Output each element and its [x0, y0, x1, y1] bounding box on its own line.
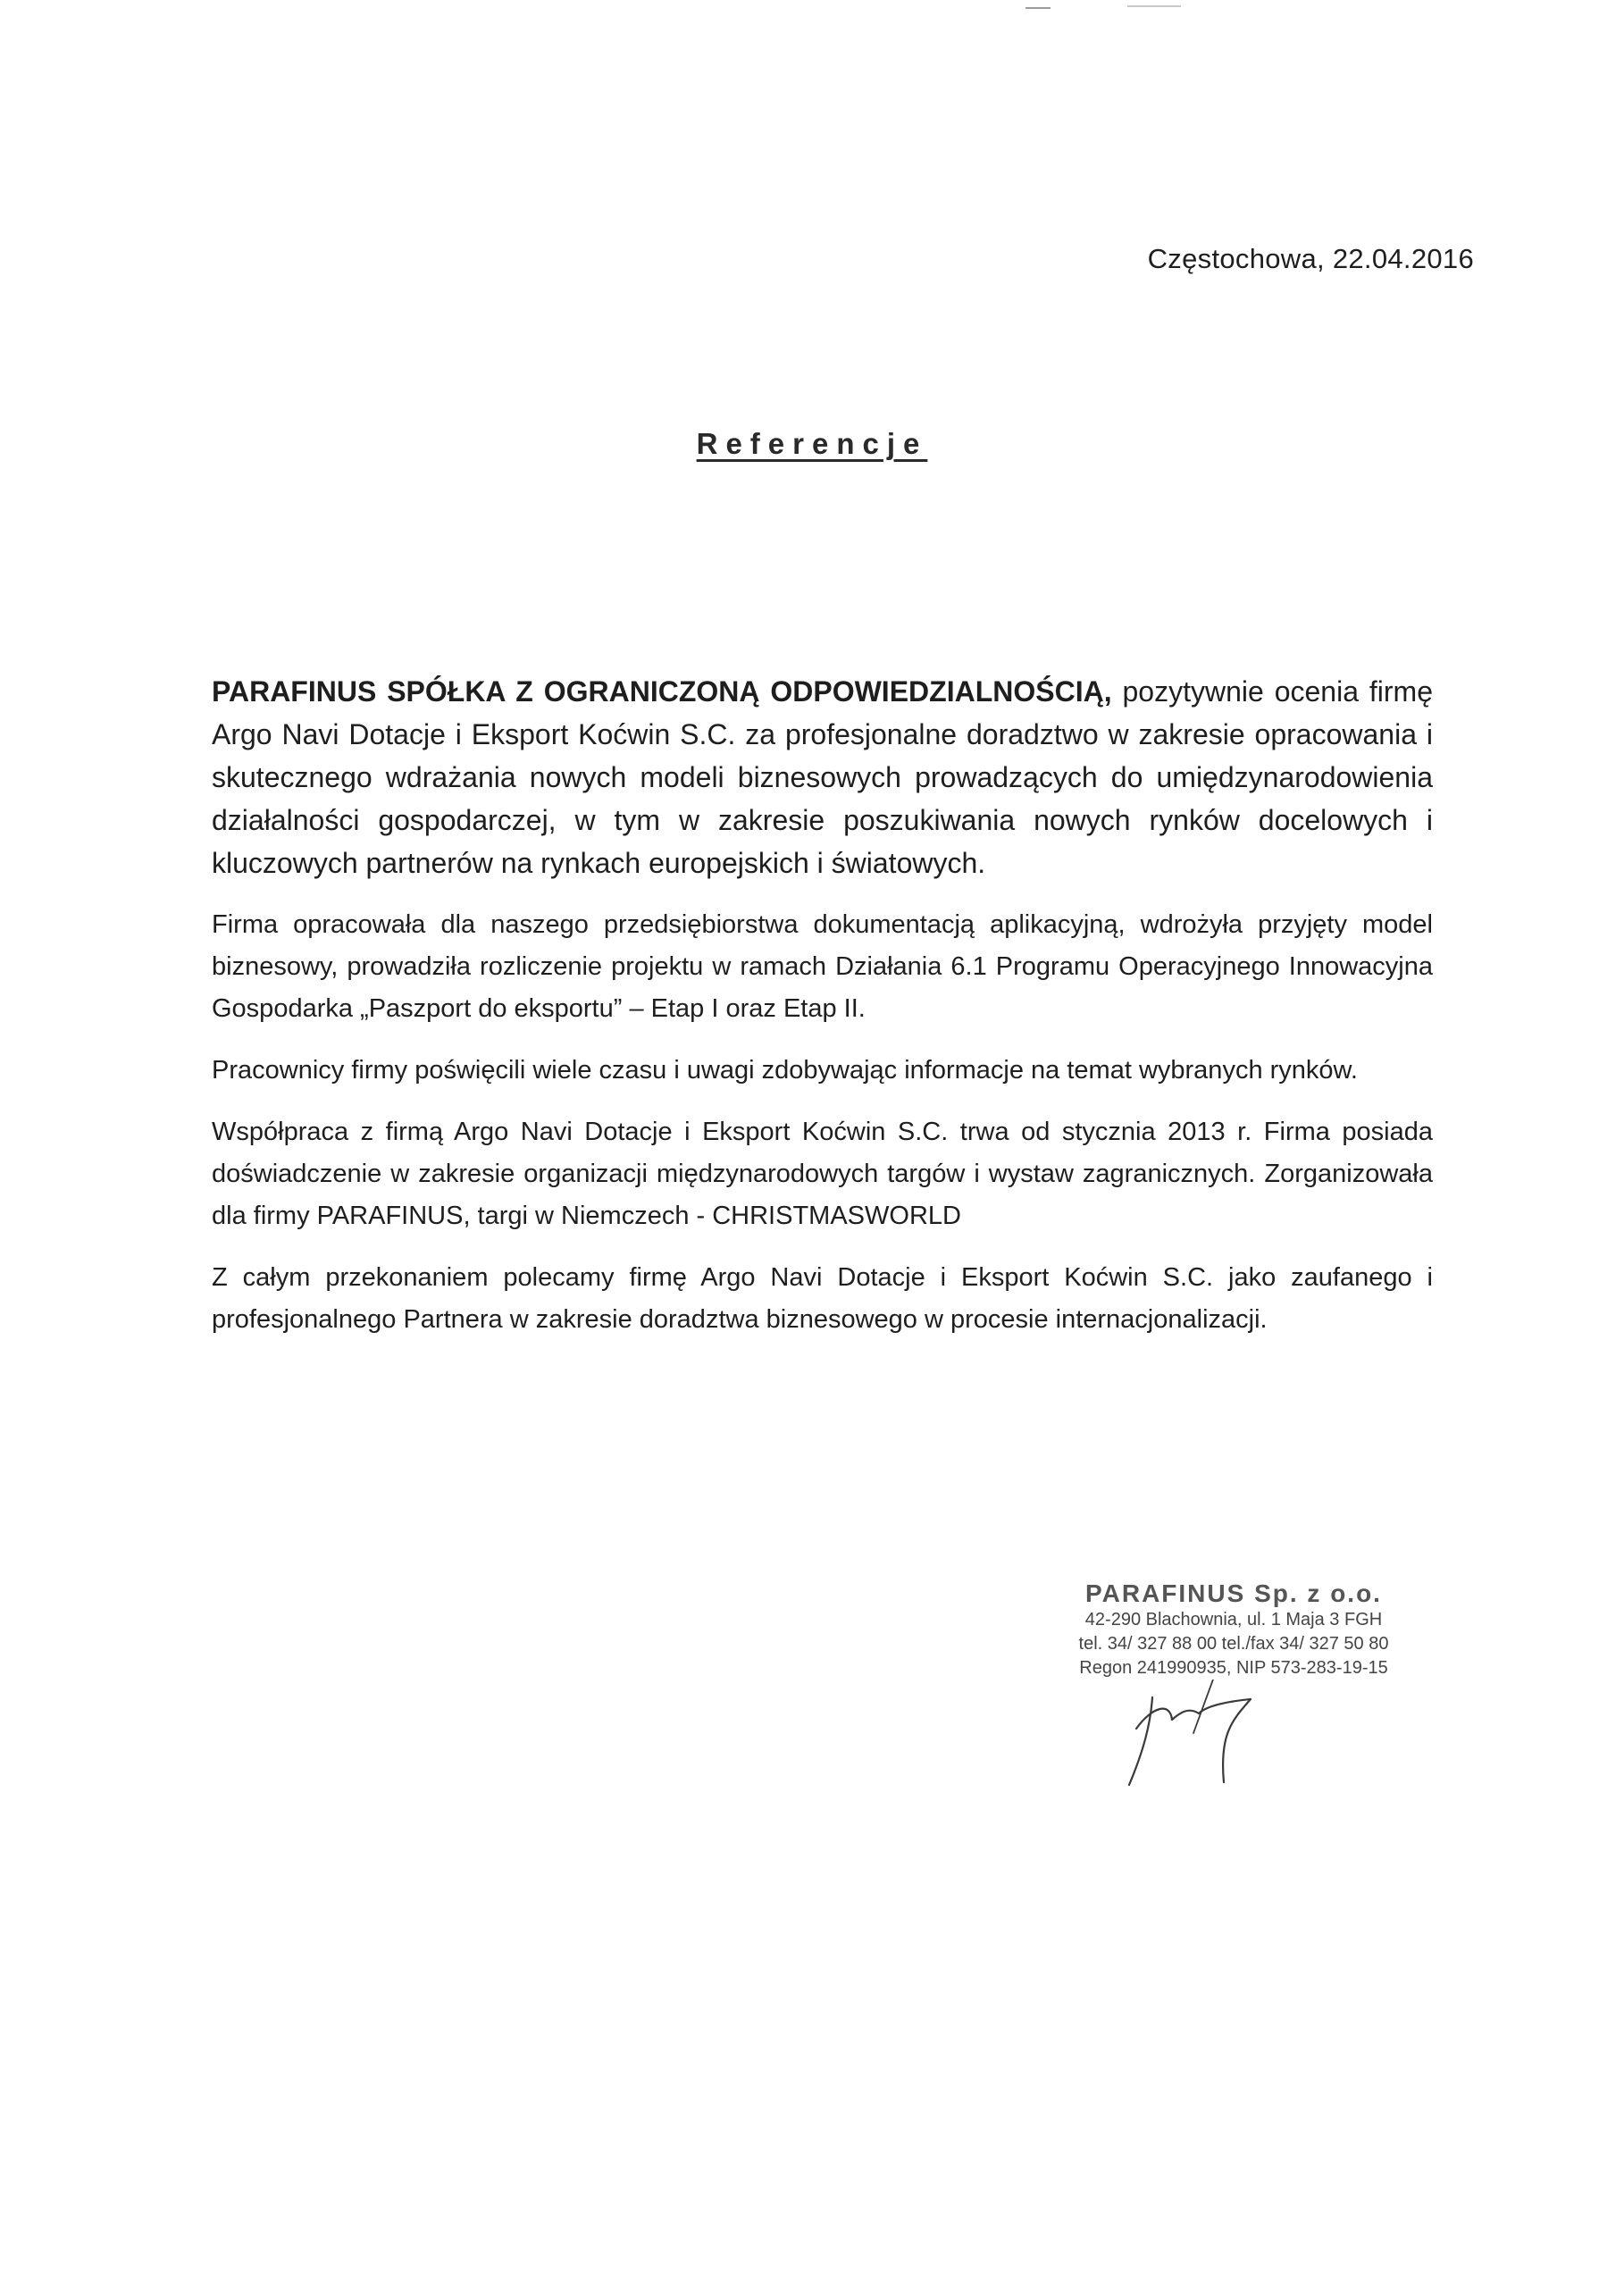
paragraph-4: Współpraca z firmą Argo Navi Dotacje i Eksport Koćwin S.C. trwa od stycznia 2013 r. Firma posiada doświadczenie w zakresie organizacji międzynarodowych targów i wystaw zagranicznych. Zorganizowała dla firmy PARAFINUS, targi w Niemczech - CHRISTMASWORLD	[212, 1118, 1433, 1230]
paragraph-3: Pracownicy firmy poświęcili wiele czasu i uwagi zdobywając informacje na temat wybranych rynków.	[212, 1056, 1358, 1085]
paragraph-5: Z całym przekonaniem polecamy firmę Argo Navi Dotacje i Eksport Koćwin S.C. jako zaufanego i profesjonalnego Partnera w zakresie doradztwa biznesowego w procesie internacjonalizacji.	[212, 1263, 1433, 1334]
stamp-phone: tel. 34/ 327 88 00 tel./fax 34/ 327 50 80	[1078, 1634, 1389, 1654]
stamp-registration: Regon 241990935, NIP 573-283-19-15	[1079, 1658, 1388, 1678]
scan-noise	[0, 0, 1624, 27]
paragraph-2: Firma opracowała dla naszego przedsiębiorstwa dokumentacją aplikacyjną, wdrożyła przyjęty model biznesowy, prowadziła rozliczenie projektu w ramach Działania 6.1 Programu Operacyjnego Innowacyjna Gospodarka „Paszport do eksportu” – Etap I oraz Etap II.	[212, 910, 1433, 1023]
paragraph-1	[212, 670, 1433, 884]
handwritten-signature	[1117, 1680, 1277, 1814]
place-date: Częstochowa, 22.04.2016	[1147, 243, 1474, 274]
signature-stroke	[1129, 1697, 1251, 1785]
stamp-address: 42-290 Blachownia, ul. 1 Maja 3 FGH	[1084, 1610, 1383, 1629]
paragraph-1-text: pozytywnie ocenia firmę Argo Navi Dotacje i Eksport Koćwin S.C. za profesjonalne doradztwo w zakresie opracowania i skutecznego wdrażania nowych modeli biznesowych prowadzących do umiędzynarodowienia działalności gospodarczej, w tym w zakresie poszukiwania nowych rynków docelowych i kluczowych partnerów na rynkach europejskich i światowych.	[212, 675, 1434, 879]
company-stamp	[1042, 1579, 1426, 1680]
letter-body	[212, 670, 1433, 1341]
stamp-company-name: PARAFINUS Sp. z o.o.	[1085, 1579, 1382, 1607]
document-title: Referencje	[696, 427, 928, 460]
company-name: PARAFINUS SPÓŁKA Z OGRANICZONĄ ODPOWIEDZIALNOŚCIĄ,	[212, 675, 1112, 708]
